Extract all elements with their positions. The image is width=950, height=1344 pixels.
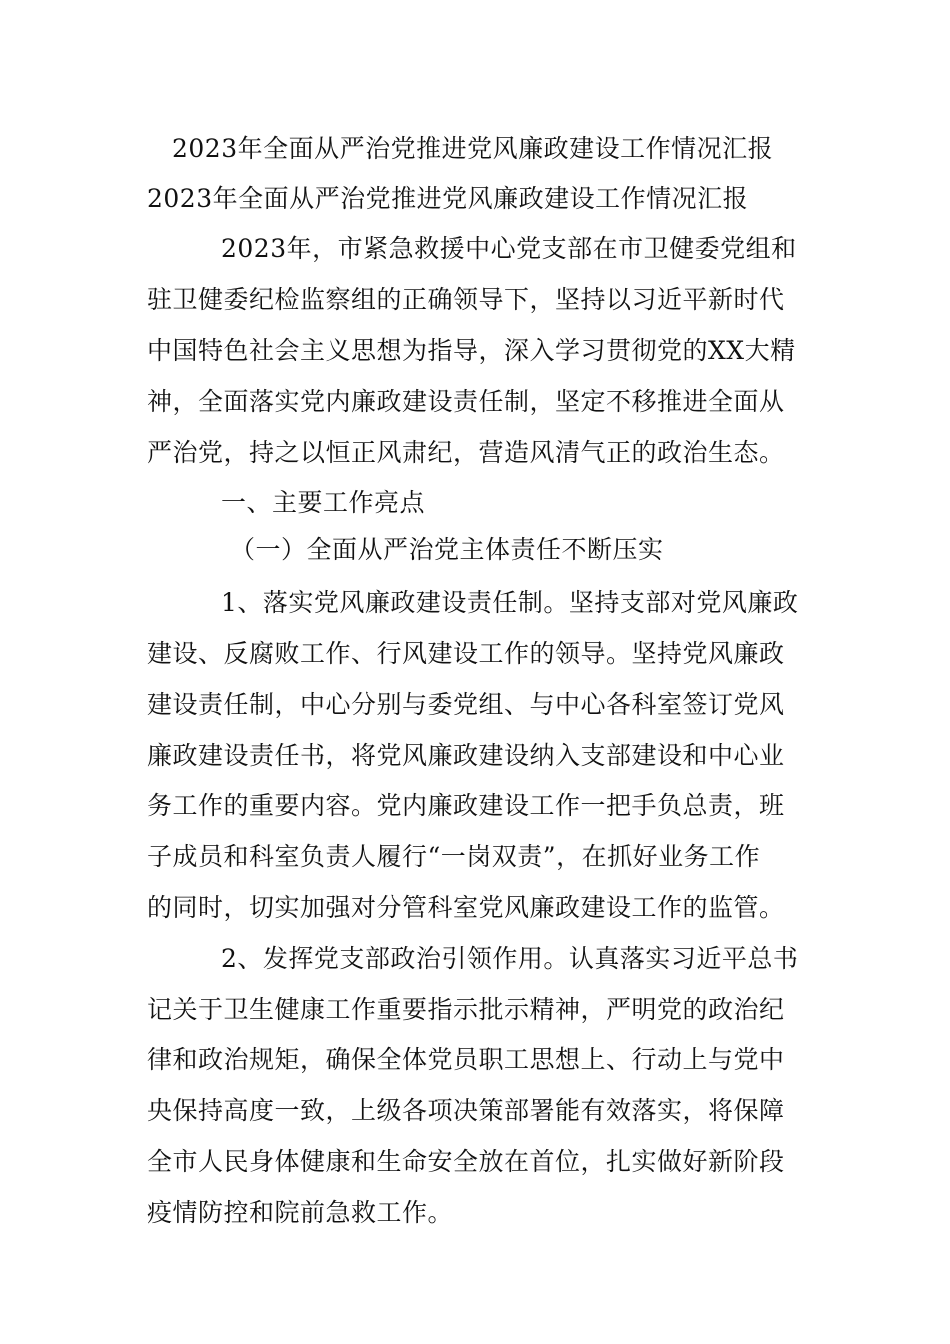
- paragraph-line: 央保持高度一致，上级各项决策部署能有效落实，将保障: [147, 1096, 785, 1125]
- document-title: 2023年全面从严治党推进党风廉政建设工作情况汇报: [172, 134, 774, 163]
- paragraph-line: 廉政建设责任书，将党风廉政建设纳入支部建设和中心业: [147, 741, 785, 770]
- paragraph-line: 建设、反腐败工作、行风建设工作的领导。坚持党风廉政: [147, 639, 785, 668]
- paragraph-line: 2、发挥党支部政治引领作用。认真落实习近平总书: [221, 944, 799, 973]
- paragraph-line: 疫情防控和院前急救工作。: [147, 1198, 454, 1227]
- paragraph-line: 记关于卫生健康工作重要指示批示精神，严明党的政治纪: [147, 995, 785, 1024]
- paragraph-line: 的同时，切实加强对分管科室党风廉政建设工作的监管。: [147, 893, 785, 922]
- paragraph-line: 1、落实党风廉政建设责任制。坚持支部对党风廉政: [221, 588, 799, 617]
- subsection-heading: （一）全面从严治党主体责任不断压实: [230, 535, 664, 564]
- paragraph-line: 子成员和科室负责人履行“一岗双责”，在抓好业务工作: [147, 842, 761, 871]
- section-heading: 一、主要工作亮点: [221, 488, 426, 517]
- paragraph-line: 律和政治规矩，确保全体党员职工思想上、行动上与党中: [147, 1045, 785, 1074]
- paragraph-line: 2023年，市紧急救援中心党支部在市卫健委党组和: [221, 234, 797, 263]
- paragraph-line: 严治党，持之以恒正风肃纪，营造风清气正的政治生态。: [147, 438, 785, 467]
- paragraph-line: 中国特色社会主义思想为指导，深入学习贯彻党的XX大精: [147, 336, 796, 365]
- paragraph-line: 建设责任制，中心分别与委党组、与中心各科室签订党风: [147, 690, 785, 719]
- paragraph-line: 驻卫健委纪检监察组的正确领导下，坚持以习近平新时代: [147, 285, 785, 314]
- paragraph-line: 全市人民身体健康和生命安全放在首位，扎实做好新阶段: [147, 1147, 785, 1176]
- paragraph-line: 神，全面落实党内廉政建设责任制，坚定不移推进全面从: [147, 387, 785, 416]
- paragraph-line: 务工作的重要内容。党内廉政建设工作一把手负总责，班: [147, 791, 785, 820]
- document-title-repeat: 2023年全面从严治党推进党风廉政建设工作情况汇报: [147, 184, 749, 213]
